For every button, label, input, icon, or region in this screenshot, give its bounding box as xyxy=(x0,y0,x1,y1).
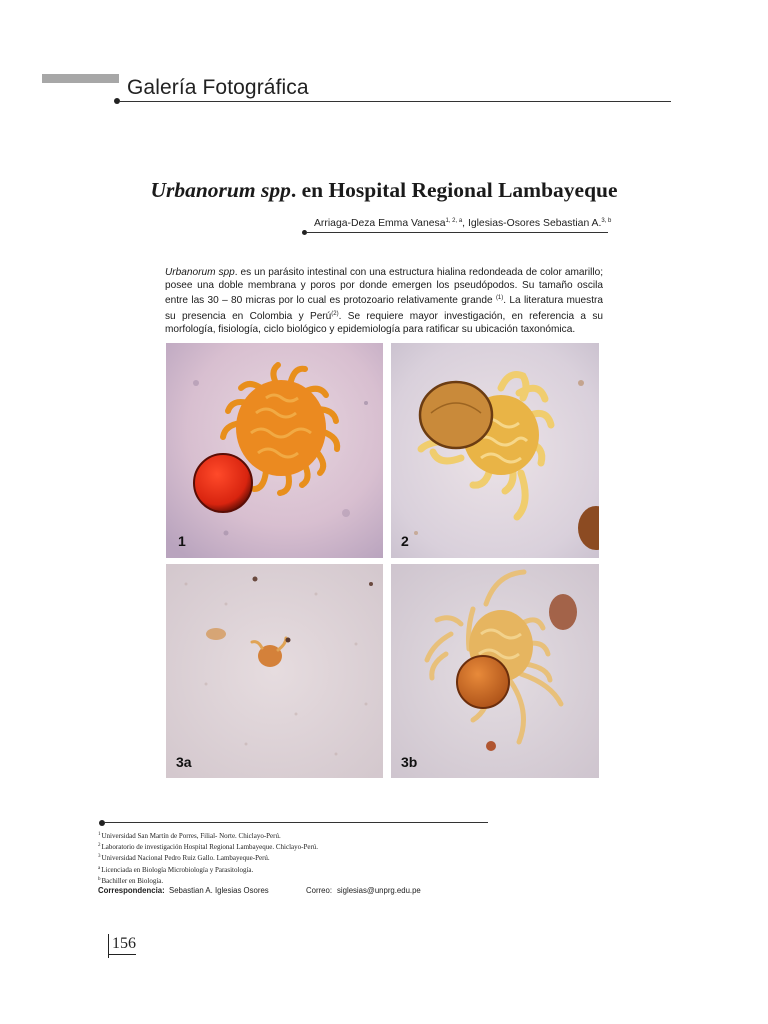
authors-rule xyxy=(306,232,608,233)
header-accent-bar xyxy=(42,74,119,83)
abstract-ref-1: (1) xyxy=(495,295,504,302)
author-1-affiliation: 1, 2, a xyxy=(445,218,463,224)
page-number-underline xyxy=(108,954,136,955)
section-title: Galería Fotográfica xyxy=(127,76,309,99)
footnote-item: $^2$Laboratorio de investigación Hospital Regional Lambayeque. Chiclayo-Perú. xyxy=(98,843,319,852)
footnote-item: $^b$Bachiller en Biología. xyxy=(98,876,164,885)
article-title xyxy=(0,178,768,203)
micrograph-3a xyxy=(166,564,383,778)
footnote-item: $^3$Universidad Nacional Pedro Ruiz Gallo. Lambayeque-Perú. xyxy=(98,854,270,863)
author-separator: , Iglesias-Osores Sebastian A. xyxy=(462,218,602,229)
page-number: 156 xyxy=(112,935,136,952)
abstract-genus: Urbanorum spp xyxy=(165,267,235,278)
title-rest: . en Hospital Regional Lambayeque xyxy=(290,178,618,202)
footnote-rule xyxy=(104,822,488,823)
title-genus: Urbanorum spp xyxy=(150,178,291,202)
correspondence-label: Correspondencia: xyxy=(98,886,165,895)
figure-label: 1 xyxy=(178,533,186,549)
footnote-item: $^1$Universidad San Martín de Porres, Filial- Norte. Chiclayo-Perú. xyxy=(98,832,281,840)
abstract-text-3: . Se requiere mayor investigación, en referencia a su morfología, fisiología, ciclo biológico y epidemiología para ratificar su ubicación taxonómica. xyxy=(165,310,603,335)
correspondence-name: Sebastian A. Iglesias Osores xyxy=(169,886,269,895)
micrograph-1 xyxy=(166,343,383,558)
email-address[interactable]: siglesias@unprg.edu.pe xyxy=(337,886,421,895)
abstract-text-2: . La literatura muestra su presencia en Colombia y Perú xyxy=(165,295,603,322)
figure-label: 3a xyxy=(176,754,192,770)
footnote-item: $^a$Licenciada en Biología Microbiología y Parasitología. xyxy=(98,865,254,874)
authors-line xyxy=(314,218,611,229)
figure-label: 3b xyxy=(401,754,418,770)
footnote-bullet xyxy=(99,820,105,826)
micrograph-2 xyxy=(391,343,599,558)
abstract-ref-2: (2) xyxy=(331,310,339,317)
figure-label: 2 xyxy=(401,533,409,549)
footnotes xyxy=(98,830,318,886)
abstract xyxy=(165,266,603,336)
email-label: Correo: xyxy=(306,886,332,895)
author-1: Arriaga-Deza Emma Vanesa xyxy=(314,218,446,229)
abstract-text-1: . es un parásito intestinal con una estructura hialina redondeada de color amarillo; posee una doble membrana y poros por donde emergen los pseudópodos. Su tamaño oscila entre las 30 – 80 micras por lo cual es protozoario relativamente grande xyxy=(165,267,603,307)
header-rule xyxy=(120,101,671,102)
micrograph-3b xyxy=(391,564,599,778)
author-2-affiliation: 3, b xyxy=(601,218,612,224)
